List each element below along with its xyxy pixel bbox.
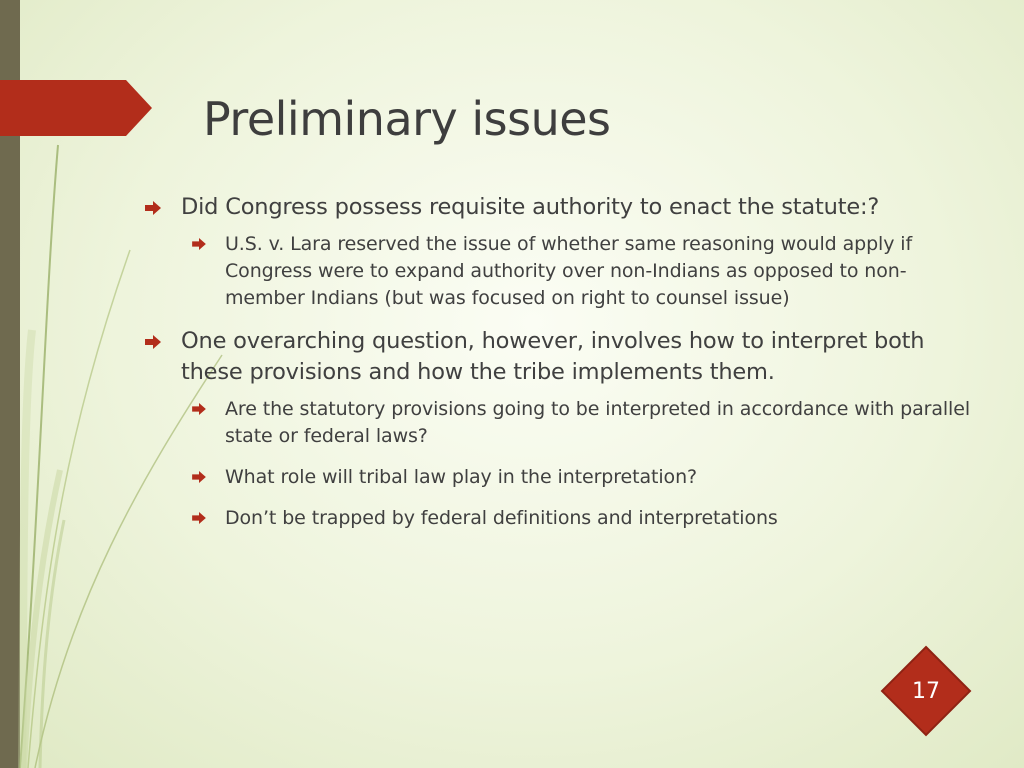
arrow-bullet-icon: [145, 201, 161, 215]
arrow-bullet-icon: [192, 238, 206, 250]
arrow-bullet-icon: [192, 512, 206, 524]
page-number: 17: [912, 678, 940, 704]
arrow-bullet-icon: [192, 403, 206, 415]
arrow-bullet-icon: [145, 335, 161, 349]
bullet-level2: Are the statutory provisions going to be interpreted in accordance with parallel state or federal laws?: [145, 396, 975, 450]
bullet-level1: One overarching question, however, involves how to interpret both these provisions and how the tribe implements them.: [145, 326, 975, 388]
page-number-badge: [880, 645, 972, 737]
bullet-level2: U.S. v. Lara reserved the issue of whether same reasoning would apply if Congress were to expand authority over non-Indians as opposed to non-member Indians (but was focused on right to counsel issue): [145, 231, 975, 312]
arrow-bullet-icon: [192, 471, 206, 483]
slide-body: [145, 192, 975, 546]
bullet-level1: Did Congress possess requisite authority to enact the statute:?: [145, 192, 975, 223]
bullet-level2: Don’t be trapped by federal definitions and interpretations: [145, 505, 975, 532]
title-accent-flag: [0, 80, 152, 136]
slide-title: Preliminary issues: [203, 92, 611, 146]
bullet-level2: What role will tribal law play in the interpretation?: [145, 464, 975, 491]
